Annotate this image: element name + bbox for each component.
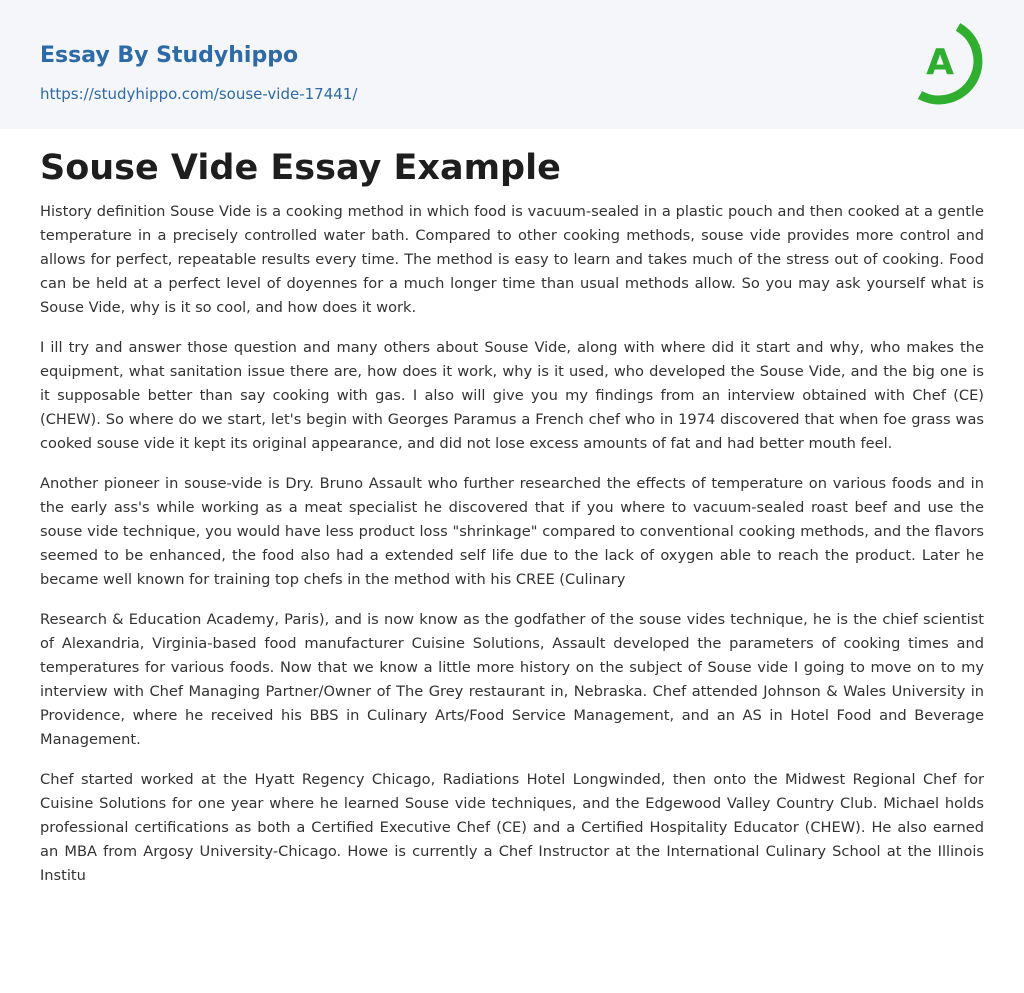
- studyhippo-logo-icon[interactable]: [912, 19, 986, 105]
- essay-paragraph: Chef started worked at the Hyatt Regency Chicago, Radiations Hotel Longwinded, then onto the Midwest Regional Chef for Cuisine Solutions for one year where he learned Souse vide techniques, and the Edgewood Valley Country Club. Michael holds professional certifications as both a Certified Executive Chef (CE) and a Certified Hospitality Educator (CHEW). He also earned an MBA from Argosy University-Chicago. Howe is currently a Chef Instructor at the International Culinary School at the Illinois Institu: [40, 771, 984, 884]
- essay-paragraph: Another pioneer in souse-vide is Dry. Bruno Assault who further researched the effects of temperature on various foods and in the early ass's while working as a meat specialist he discovered that if you where to vacuum-sealed roast beef and use the souse vide technique, you would have less product loss "shrinkage" compared to conventional cooking methods, and the flavors seemed to be enhanced, the food also had a extended self life due to the lack of oxygen able to reach the product. Later he became well known for training top chefs in the method with his CREE (Culinary: [40, 475, 984, 588]
- essay-paragraph: I ill try and answer those question and many others about Souse Vide, along with where did it start and why, who makes the equipment, what sanitation issue there are, how does it work, why is it used, who developed the Souse Vide, and the big one is it supposable better than say cooking with gas. I also will give you my findings from an interview obtained with Chef (CE)(CHEW). So where do we start, let's begin with Georges Paramus a French chef who in 1974 discovered that when foe grass was cooked souse vide it kept its original appearance, and did not lose excess amounts of fat and had better mouth feel.: [40, 339, 984, 452]
- essay-body: [40, 200, 984, 904]
- logo-letter: A: [926, 42, 954, 83]
- essay-url-link[interactable]: https://studyhippo.com/souse-vide-17441/: [40, 85, 358, 103]
- site-header: [0, 0, 1024, 129]
- site-brand[interactable]: Essay By Studyhippo: [40, 43, 299, 68]
- essay-paragraph: History definition Souse Vide is a cooking method in which food is vacuum-sealed in a plastic pouch and then cooked at a gentle temperature in a precisely controlled water bath. Compared to other cooking methods, souse vide provides more control and allows for perfect, repeatable results every time. The method is easy to learn and takes much of the stress out of cooking. Food can be held at a perfect level of doyennes for a much longer time than usual methods allow. So you may ask yourself what is Souse Vide, why is it so cool, and how does it work.: [40, 203, 984, 316]
- essay-paragraph: Research & Education Academy, Paris), and is now know as the godfather of the souse vides technique, he is the chief scientist of Alexandria, Virginia-based food manufacturer Cuisine Solutions, Assault developed the parameters of cooking times and temperatures for various foods. Now that we know a little more history on the subject of Souse vide I going to move on to my interview with Chef Managing Partner/Owner of The Grey restaurant in, Nebraska. Chef attended Johnson & Wales University in Providence, where he received his BBS in Culinary Arts/Food Service Management, and an AS in Hotel Food and Beverage Management.: [40, 611, 984, 748]
- page-title: Souse Vide Essay Example: [40, 148, 561, 188]
